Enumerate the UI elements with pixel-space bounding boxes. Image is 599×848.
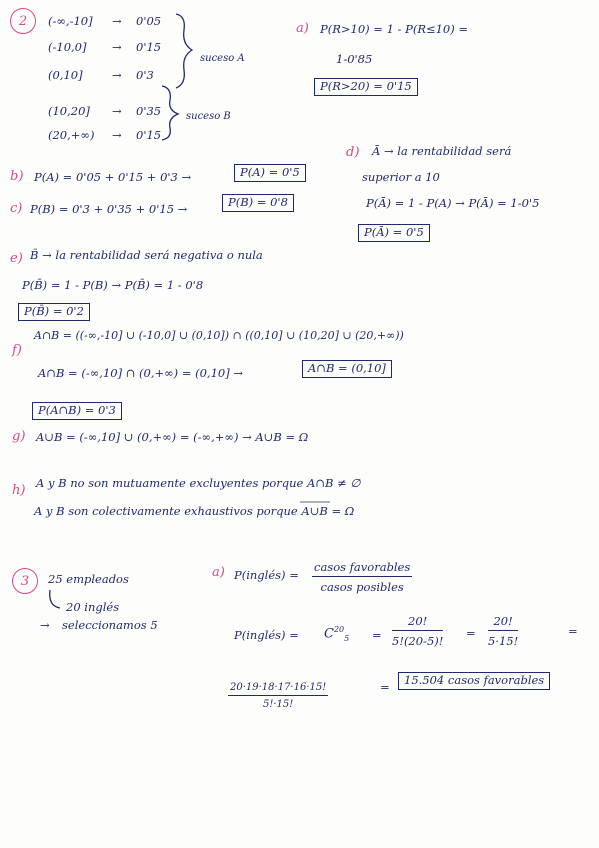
part-b-label: b) [10,169,24,184]
ex3-comb-prefix: P(inglés) = [234,628,299,642]
ex3-comb: $C^{20}_5$ [324,625,350,643]
arrow-1: → [112,14,122,28]
ex3-prod-den: 5!·15! [262,699,294,710]
interval-3: (0,10] [48,68,83,82]
part-c-label: c) [10,201,23,216]
exercise-2-number: 2 [10,8,36,34]
ex3-select: seleccionamos 5 [62,618,158,632]
ex3-eq-1: = [372,628,382,642]
part-g-label: g) [12,429,26,444]
arrow-3: → [112,68,122,82]
brace-b [162,86,178,140]
ex3-employees: 25 empleados [48,572,129,586]
interval-5: (20,+∞) [48,128,95,142]
part-f-result: P(A∩B) = 0'3 [32,402,122,420]
arrow-4: → [112,104,122,118]
prob-3: 0'3 [136,68,154,82]
part-c-expr: P(B) = 0'3 + 0'35 + 0'15 → [30,202,188,216]
hook-arrow [50,590,60,608]
part-e-label: e) [10,251,23,266]
ex3-final-result: 15.504 casos favorables [398,672,550,690]
part-c-result: P(B) = 0'8 [222,194,294,212]
part-d-line2: superior a 10 [362,170,440,184]
prob-4: 0'35 [136,104,162,118]
interval-2: (-10,0] [48,40,87,54]
part-d-result: P(Ā) = 0'5 [358,224,430,242]
ex3-frac1-den: 5!(20-5)! [392,634,444,648]
ex3-frac2-num: 20! [488,614,518,631]
brace-a [176,14,192,88]
ex3-frac2-den: 5·15! [488,634,519,648]
arrow-2: → [112,40,122,54]
prob-5: 0'15 [136,128,162,142]
ex3-comb-k: 5 [344,633,350,643]
ex3-fav: casos favorables [312,560,412,577]
interval-4: (10,20] [48,104,90,118]
exercise-3-number: 3 [12,568,38,594]
part-f-line1: A∩B = ((-∞,-10] ∪ (-10,0] ∪ (0,10]) ∩ ((0,10] ∪ (10,20] ∪ (20,+∞)) [34,329,404,342]
ex3-pos: casos posibles [320,580,404,594]
part-h-label: h) [12,483,26,498]
part-a-line2: 1-0'85 [336,52,373,66]
part-f-label: f) [12,343,22,358]
part-h-line2: A y B son colectivamente exhaustivos porque A∪B = Ω [34,504,355,518]
ex3-frac1-num: 20! [392,614,443,631]
ex3-arrow-icon: → [40,618,50,632]
suceso-a-label: suceso A [200,53,245,64]
prob-1: 0'05 [136,14,162,28]
part-a-line1: P(R>10) = 1 - P(R≤10) = [320,22,469,36]
ex3-eq-4: = [380,680,390,694]
prob-2: 0'15 [136,40,162,54]
part-b-expr: P(A) = 0'05 + 0'15 + 0'3 → [34,170,192,184]
part-d-label: d) [346,145,360,160]
part-a-label: a) [296,21,309,36]
part-e-line1: B̄ → la rentabilidad será negativa o nula [30,248,263,262]
part-g-line: A∪B = (-∞,10] ∪ (0,+∞) = (-∞,+∞) → A∪B = Ω [36,430,309,444]
part-h-line1: A y B no son mutuamente excluyentes porque A∩B ≠ ∅ [36,476,361,490]
part-e-result: P(B̄) = 0'2 [18,303,90,321]
part-f-boxed-set: A∩B = (0,10] [302,360,392,378]
ex3-comb-n: 20 [333,625,345,634]
interval-1: (-∞,-10] [48,14,93,28]
arrow-5: → [112,128,122,142]
ex3-english: 20 inglés [66,600,120,614]
ex3-eq-3: = [568,624,578,638]
ex3-prod-num: 20·19·18·17·16·15! [228,682,328,696]
part-d-line3: P(Ā) = 1 - P(A) → P(Ā) = 1-0'5 [366,196,540,210]
part-b-result: P(A) = 0'5 [234,164,306,182]
ex3-eq-2: = [466,626,476,640]
ex3-a-prefix: P(inglés) = [234,568,299,582]
part-f-line2: A∩B = (-∞,10] ∩ (0,+∞) = (0,10] → [38,366,243,380]
part-d-line1: Ā → la rentabilidad será [372,144,512,158]
part-e-line2: P(B̄) = 1 - P(B) → P(B̄) = 1 - 0'8 [22,278,204,292]
ex3-part-a-label: a) [212,565,225,580]
part-a-result: P(R>20) = 0'15 [314,78,418,96]
suceso-b-label: suceso B [186,111,231,122]
